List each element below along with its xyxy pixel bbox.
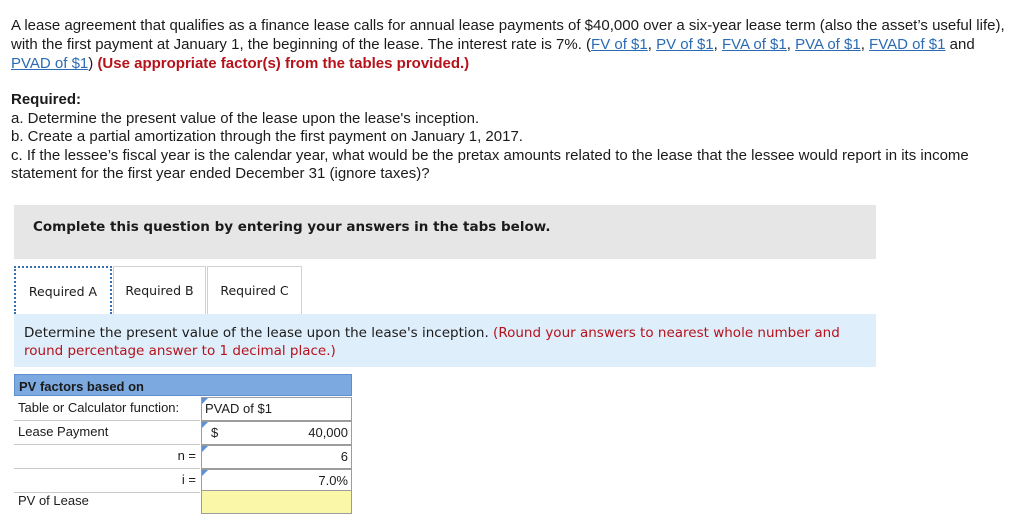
i-label: i = bbox=[14, 469, 200, 493]
function-input[interactable]: PVAD of $1 bbox=[201, 397, 352, 421]
function-label: Table or Calculator function: bbox=[14, 397, 200, 421]
n-input[interactable]: 6 bbox=[201, 445, 352, 469]
question-panel bbox=[14, 314, 876, 367]
tab-required-c[interactable]: Required C bbox=[207, 266, 302, 314]
required-b: b. Create a partial amortization through the first payment on January 1, 2017. bbox=[11, 128, 523, 145]
lease-payment-label: Lease Payment bbox=[14, 421, 200, 445]
link-pvad[interactable]: PVAD of $1 bbox=[11, 55, 89, 72]
instruction-text: (Use appropriate factor(s) from the tables provided.) bbox=[97, 55, 470, 72]
link-fvad[interactable]: FVAD of $1 bbox=[869, 36, 946, 53]
question-text: A lease agreement that qualifies as a finance lease calls for annual lease payments of $40,000 over a six-year lease term (also the asset’s useful life), with the first payment at January 1, the beginning of the lease. The interest rate is 7%. (FV of $1, PV of $1, FVA of $1, PVA of $1, FVAD of $1 and PVAD of $1) (Use appropriate factor(s) from the tables provided.) bbox=[11, 17, 1005, 72]
tab-required-b[interactable]: Required B bbox=[113, 266, 206, 314]
link-fva[interactable]: FVA of $1 bbox=[721, 36, 787, 53]
rounding-note: (Round your answers to nearest whole number and round percentage answer to 1 decimal place.) bbox=[24, 325, 840, 359]
link-pva[interactable]: PVA of $1 bbox=[795, 36, 861, 53]
cell-marker-icon bbox=[202, 446, 208, 452]
table-header: PV factors based on bbox=[14, 374, 352, 396]
cell-marker-icon bbox=[202, 398, 208, 404]
instructions-banner: Complete this question by entering your answers in the tabs below. bbox=[14, 205, 876, 259]
required-section bbox=[11, 91, 1011, 184]
lease-payment-input[interactable]: 40,000 bbox=[219, 421, 352, 445]
currency-cell: $ bbox=[201, 421, 219, 445]
required-heading: Required: bbox=[11, 91, 82, 108]
link-pv[interactable]: PV of $1 bbox=[656, 36, 714, 53]
tab-required-a[interactable]: Required A bbox=[14, 266, 112, 314]
required-a: a. Determine the present value of the lease upon the lease's inception. bbox=[11, 109, 480, 127]
panel-prompt: Determine the present value of the lease upon the lease's inception. bbox=[24, 325, 489, 341]
i-input[interactable]: 7.0% bbox=[201, 469, 352, 493]
pv-lease-label: PV of Lease bbox=[18, 493, 89, 508]
cell-marker-icon bbox=[202, 422, 208, 428]
pv-lease-input[interactable] bbox=[201, 490, 352, 514]
n-label: n = bbox=[14, 445, 200, 469]
required-c: c. If the lessee’s fiscal year is the calendar year, what would be the pretax amounts related to the lease that the lessee would report in its income statement for the first year ended December 31 (ignore taxes)? bbox=[11, 146, 969, 182]
link-fv[interactable]: FV of $1 bbox=[591, 36, 648, 53]
cell-marker-icon bbox=[202, 470, 208, 476]
